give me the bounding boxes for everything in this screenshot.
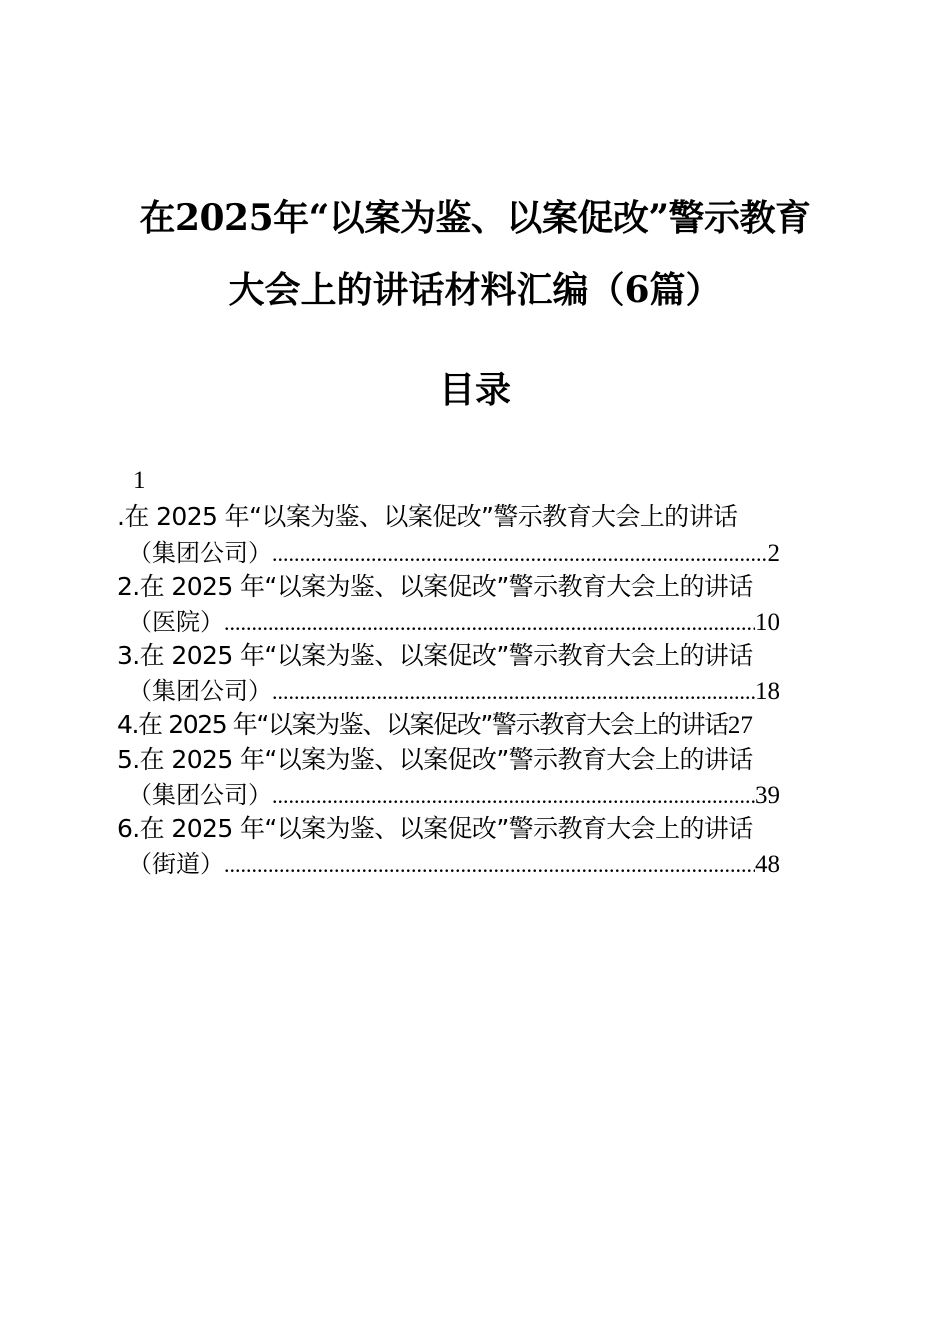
toc-entry-1-number: 1 [133, 467, 146, 494]
toc-entry-6-page: 48 [755, 851, 780, 878]
toc-entry-2-title[interactable]: 2.在 2025 年“以案为鉴、以案促改”警示教育大会上的讲话 [117, 572, 753, 601]
toc-entry-2-leader-row[interactable] [128, 605, 780, 639]
toc-entry-6-dot-leader [224, 848, 755, 882]
toc-entry-1-title[interactable]: .在 2025 年“以案为鉴、以案促改”警示教育大会上的讲话 [117, 502, 738, 531]
toc-entry-1-page: 2 [767, 540, 780, 567]
toc-entry-3-page: 18 [755, 678, 780, 705]
toc-entry-5-title[interactable]: 5.在 2025 年“以案为鉴、以案促改”警示教育大会上的讲话 [117, 745, 753, 774]
toc-entry-4-page: 27 [727, 712, 753, 739]
toc-entry-1-leader-row[interactable] [128, 536, 780, 570]
toc-entry-3-title[interactable]: 3.在 2025 年“以案为鉴、以案促改”警示教育大会上的讲话 [117, 641, 753, 670]
toc-entry-6-title[interactable]: 6.在 2025 年“以案为鉴、以案促改”警示教育大会上的讲话 [117, 814, 753, 843]
toc-entry-4-row[interactable] [117, 708, 822, 742]
document-title-line-1: 在2025年“以案为鉴、以案促改”警示教育 [139, 197, 811, 239]
toc-entry-3-subtitle: （集团公司） [128, 677, 272, 705]
toc-entry-6-subtitle: （街道） [128, 850, 224, 878]
toc-entry-1-subtitle: （集团公司） [128, 539, 272, 567]
toc-entry-3-dot-leader [272, 675, 755, 709]
toc-entry-5-leader-row[interactable] [128, 778, 780, 812]
toc-entry-2-dot-leader [224, 606, 755, 640]
document-title-line-2: 大会上的讲话材料汇编（6篇） [228, 269, 722, 311]
toc-entry-2-subtitle: （医院） [128, 608, 224, 636]
toc-entry-5-page: 39 [755, 782, 780, 809]
toc-entry-3-leader-row[interactable] [128, 674, 780, 708]
toc-heading: 目录 [438, 369, 511, 411]
toc-entry-5-subtitle: （集团公司） [128, 781, 272, 809]
toc-entry-2-page: 10 [755, 609, 780, 636]
toc-entry-5-dot-leader [272, 779, 755, 813]
toc-entry-6-leader-row[interactable] [128, 847, 780, 881]
toc-entry-1-dot-leader [272, 537, 768, 571]
toc-entry-4-title: 4.在 2025 年“以案为鉴、以案促改”警示教育大会上的讲话 [117, 710, 728, 739]
